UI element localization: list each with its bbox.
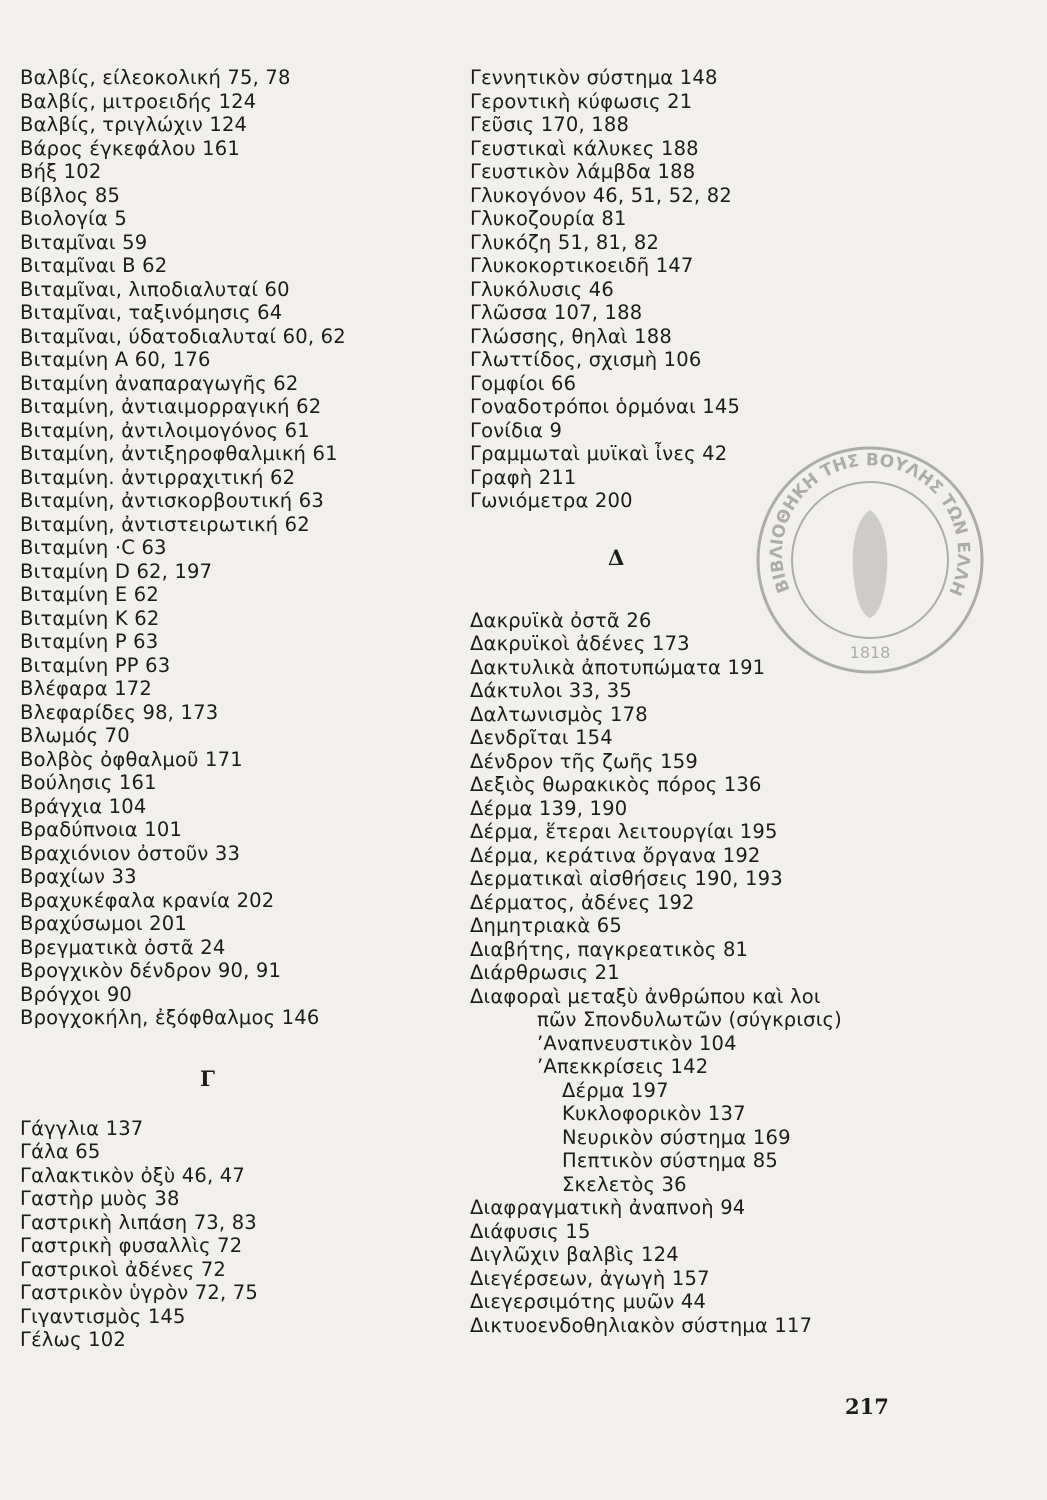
index-section-delta-continued [470,1196,1030,1337]
index-entry: Βρογχικὸν δένδρον 90, 91 [20,959,282,982]
index-entry: Βλωμός 70 [20,724,130,747]
index-entry: Βραχιόνιον ὀστοῦν 33 [20,841,241,865]
index-entry: Γαστρικὴ φυσαλλὶς 72 [20,1234,243,1257]
left-index-column [20,66,460,1352]
index-entry: Δημητριακὰ 65 [470,914,622,937]
index-entry: Δάκτυλοι 33, 35 [470,679,632,702]
index-entry: Δακρυϊκὰ ὀστᾶ 26 [470,608,652,632]
index-entry: ’Αναπνευστικὸν 104 [537,1031,737,1055]
index-entry: Νευρικὸν σύστημα 169 [562,1125,791,1149]
index-entry: Γλυκογόνον 46, 51, 52, 82 [470,183,732,207]
stamp-text: ΒΙΒΛΙΟΘΗΚΗ ΤΗΣ ΒΟΥΛΗΣ ΤΩΝ ΕΛΛΗ [766,450,974,599]
index-entry: Βιταμίνη PP 63 [20,653,171,677]
index-entry: Γεῦσις 170, 188 [470,113,630,136]
index-entry: Διαφραγματικὴ ἀναπνοὴ 94 [470,1196,746,1219]
index-entry: Δέρμα, ἕτεραι λειτουργίαι 195 [470,820,778,843]
index-entry: Βιταμίνη Ρ 63 [20,630,159,653]
index-entry: Γέλως 102 [20,1328,126,1351]
index-entry: Γευστικὸν λάμβδα 188 [470,160,696,183]
index-entry: Διεγερσιμότης μυῶν 44 [470,1290,707,1313]
index-entry: Γραμμωταὶ μυϊκαὶ ἶνες 42 [470,442,728,465]
index-entry: Γραφὴ 211 [470,465,577,489]
index-entry: Διαβήτης, παγκρεατικὸς 81 [470,937,749,961]
index-entry: Δέρμα 139, 190 [470,796,628,820]
index-entry-continuation: πῶν Σπονδυλωτῶν (σύγκρισις) [537,1008,842,1031]
index-entry: Διγλῶχιν βαλβὶς 124 [470,1243,679,1266]
index-entry: Βρεγματικὰ ὀστᾶ 24 [20,935,226,959]
page-number: 217 [845,1394,889,1419]
index-entry: Γωνιόμετρα 200 [470,489,633,512]
index-entry: Δακρυϊκοὶ ἀδένες 173 [470,632,690,655]
index-entry: Βιταμίνη, ἀντισκορβουτική 63 [20,489,324,512]
index-entry: Βραδύπνοια 101 [20,818,183,841]
index-entry: Βιταμίνη ἀναπαραγωγῆς 62 [20,371,299,395]
index-entry: Γιγαντισμὸς 145 [20,1304,186,1328]
index-entry: Πεπτικὸν σύστημα 85 [562,1149,778,1172]
index-entry: Βραχυκέφαλα κρανία 202 [20,888,275,912]
index-entry: Γλῶσσα 107, 188 [470,301,643,324]
index-entry: Δένδρον τῆς ζωῆς 159 [470,749,699,773]
index-entry: Δέρμα 197 [562,1078,669,1102]
index-entry: Βαλβίς, μιτροειδής 124 [20,89,257,113]
index-entry: Βαλβίς, είλεοκολική 75, 78 [20,66,291,89]
stamp-year: 1818 [849,643,891,662]
index-entry: Δερματικαὶ αἰσθήσεις 190, 193 [470,867,783,890]
index-section-gamma [20,1117,460,1352]
index-entry: Γάλα 65 [20,1140,101,1163]
index-entry: Δικτυοενδοθηλιακὸν σύστημα 117 [470,1313,813,1337]
index-entry: Διάρθρωσις 21 [470,961,620,984]
index-entry: Σκελετὸς 36 [562,1172,687,1196]
index-entry: Δεξιὸς θωρακικὸς πόρος 136 [470,773,762,796]
index-entry: Βολβὸς ὀφθαλμοῦ 171 [20,747,243,771]
index-entry: Γομφίοι 66 [470,371,577,395]
index-entry: Βιταμίνη D 62, 197 [20,559,213,583]
index-entry: Γαστρικοὶ ἀδένες 72 [20,1257,227,1281]
index-entry: Δενδρῖται 154 [470,726,613,749]
index-entry: Βλέφαρα 172 [20,677,153,700]
index-entry: Γλυκόλυσις 46 [470,277,614,301]
index-entry: Βήξ 102 [20,160,102,183]
right-index-column [470,66,1030,1337]
index-entry: Κυκλοφορικὸν 137 [562,1102,746,1125]
index-entry: Βραχύσωμοι 201 [20,912,187,935]
index-entry: Βράγχια 104 [20,794,147,818]
section-heading-delta: Δ [608,544,625,570]
index-entry: Δέρματος, ἀδένες 192 [470,890,695,914]
index-entry: Βιταμίνη. ἀντιρραχιτική 62 [20,465,296,489]
index-entry: Βιολογία 5 [20,207,127,230]
index-entry: Γαλακτικὸν ὀξὺ 46, 47 [20,1163,245,1187]
index-entry: Γλυκοζουρία 81 [470,207,627,230]
library-stamp [750,440,990,680]
index-entry: Διαφοραὶ μεταξὺ ἀνθρώπου καὶ λοι [470,984,821,1008]
index-entry: ’Απεκκρίσεις 142 [537,1055,709,1078]
stamp-seal-icon [750,440,990,680]
section-heading-gamma: Γ [200,1065,215,1091]
index-entry: Γονίδια 9 [470,418,563,442]
index-entry: Γαστρικὸν ὑγρὸν 72, 75 [20,1281,258,1304]
index-entry: Βιταμίνη, ἀντιστειρωτική 62 [20,512,310,536]
index-entry: Βιταμίνη ·C 63 [20,536,167,559]
index-entry: Βίβλος 85 [20,183,121,207]
index-entry: Γλυκοκορτικοειδῆ 147 [470,254,694,277]
index-entry: Βούλησις 161 [20,771,157,794]
index-entry: Δέρμα, κεράτινα ὄργανα 192 [470,843,761,867]
index-entry: Βιταμῖναι Β 62 [20,254,168,277]
index-entry: Βιταμῖναι 59 [20,230,148,254]
index-entry: Βιταμῖναι, λιποδιαλυταί 60 [20,277,290,301]
index-entry: Δαλτωνισμὸς 178 [470,702,648,726]
index-entry: Βαλβίς, τριγλώχιν 124 [20,113,248,136]
index-entry: Δακτυλικὰ ἀποτυπώματα 191 [470,655,766,679]
index-entry: Γλώσσης, θηλαὶ 188 [470,324,672,348]
index-entry: Βλεφαρίδες 98, 173 [20,700,219,724]
index-entry: Γαστρικὴ λιπάση 73, 83 [20,1210,257,1234]
index-section-beta [20,66,460,1030]
index-entry: Βρογχοκήλη, ἐξόφθαλμος 146 [20,1006,320,1029]
index-entry: Γλυκόζη 51, 81, 82 [470,230,660,254]
heading-gap [20,1095,460,1117]
index-entry: Γευστικαὶ κάλυκες 188 [470,136,699,160]
index-entry: Βιταμῖναι, ύδατοδιαλυταί 60, 62 [20,324,346,348]
index-entry: Γοναδοτρόποι ὁρμόναι 145 [470,395,741,418]
index-entry: Βιταμίνη, ἀντιλοιμογόνος 61 [20,418,310,442]
index-subentries [470,1032,1030,1079]
index-subentries-nested [470,1079,1030,1197]
index-entry: Διεγέρσεων, ἀγωγὴ 157 [470,1266,710,1290]
index-entry: Γλωττίδος, σχισμὴ 106 [470,348,702,371]
index-entry: Βραχίων 33 [20,865,137,888]
index-entry: Γεννητικὸν σύστημα 148 [470,66,718,89]
index-entry: Βιταμίνη Α 60, 176 [20,348,211,371]
index-entry: Γεροντικὴ κύφωσις 21 [470,89,693,113]
index-entry: Βιταμίνη Κ 62 [20,606,160,630]
index-entry: Βιταμίνη, ἀντιαιμορραγική 62 [20,395,322,418]
index-entry: Γάγγλια 137 [20,1116,144,1140]
index-entry: Βρόγχοι 90 [20,982,133,1006]
index-entry: Γαστὴρ μυὸς 38 [20,1187,180,1210]
index-entry: Βάρος έγκεφάλου 161 [20,136,240,160]
index-entry: Βιταμῖναι, ταξινόμησις 64 [20,301,283,324]
index-entry: Βιταμίνη, ἀντιξηροφθαλμική 61 [20,442,338,465]
index-entry: Διάφυσις 15 [470,1219,591,1243]
index-entry: Βιταμίνη Ε 62 [20,583,159,606]
